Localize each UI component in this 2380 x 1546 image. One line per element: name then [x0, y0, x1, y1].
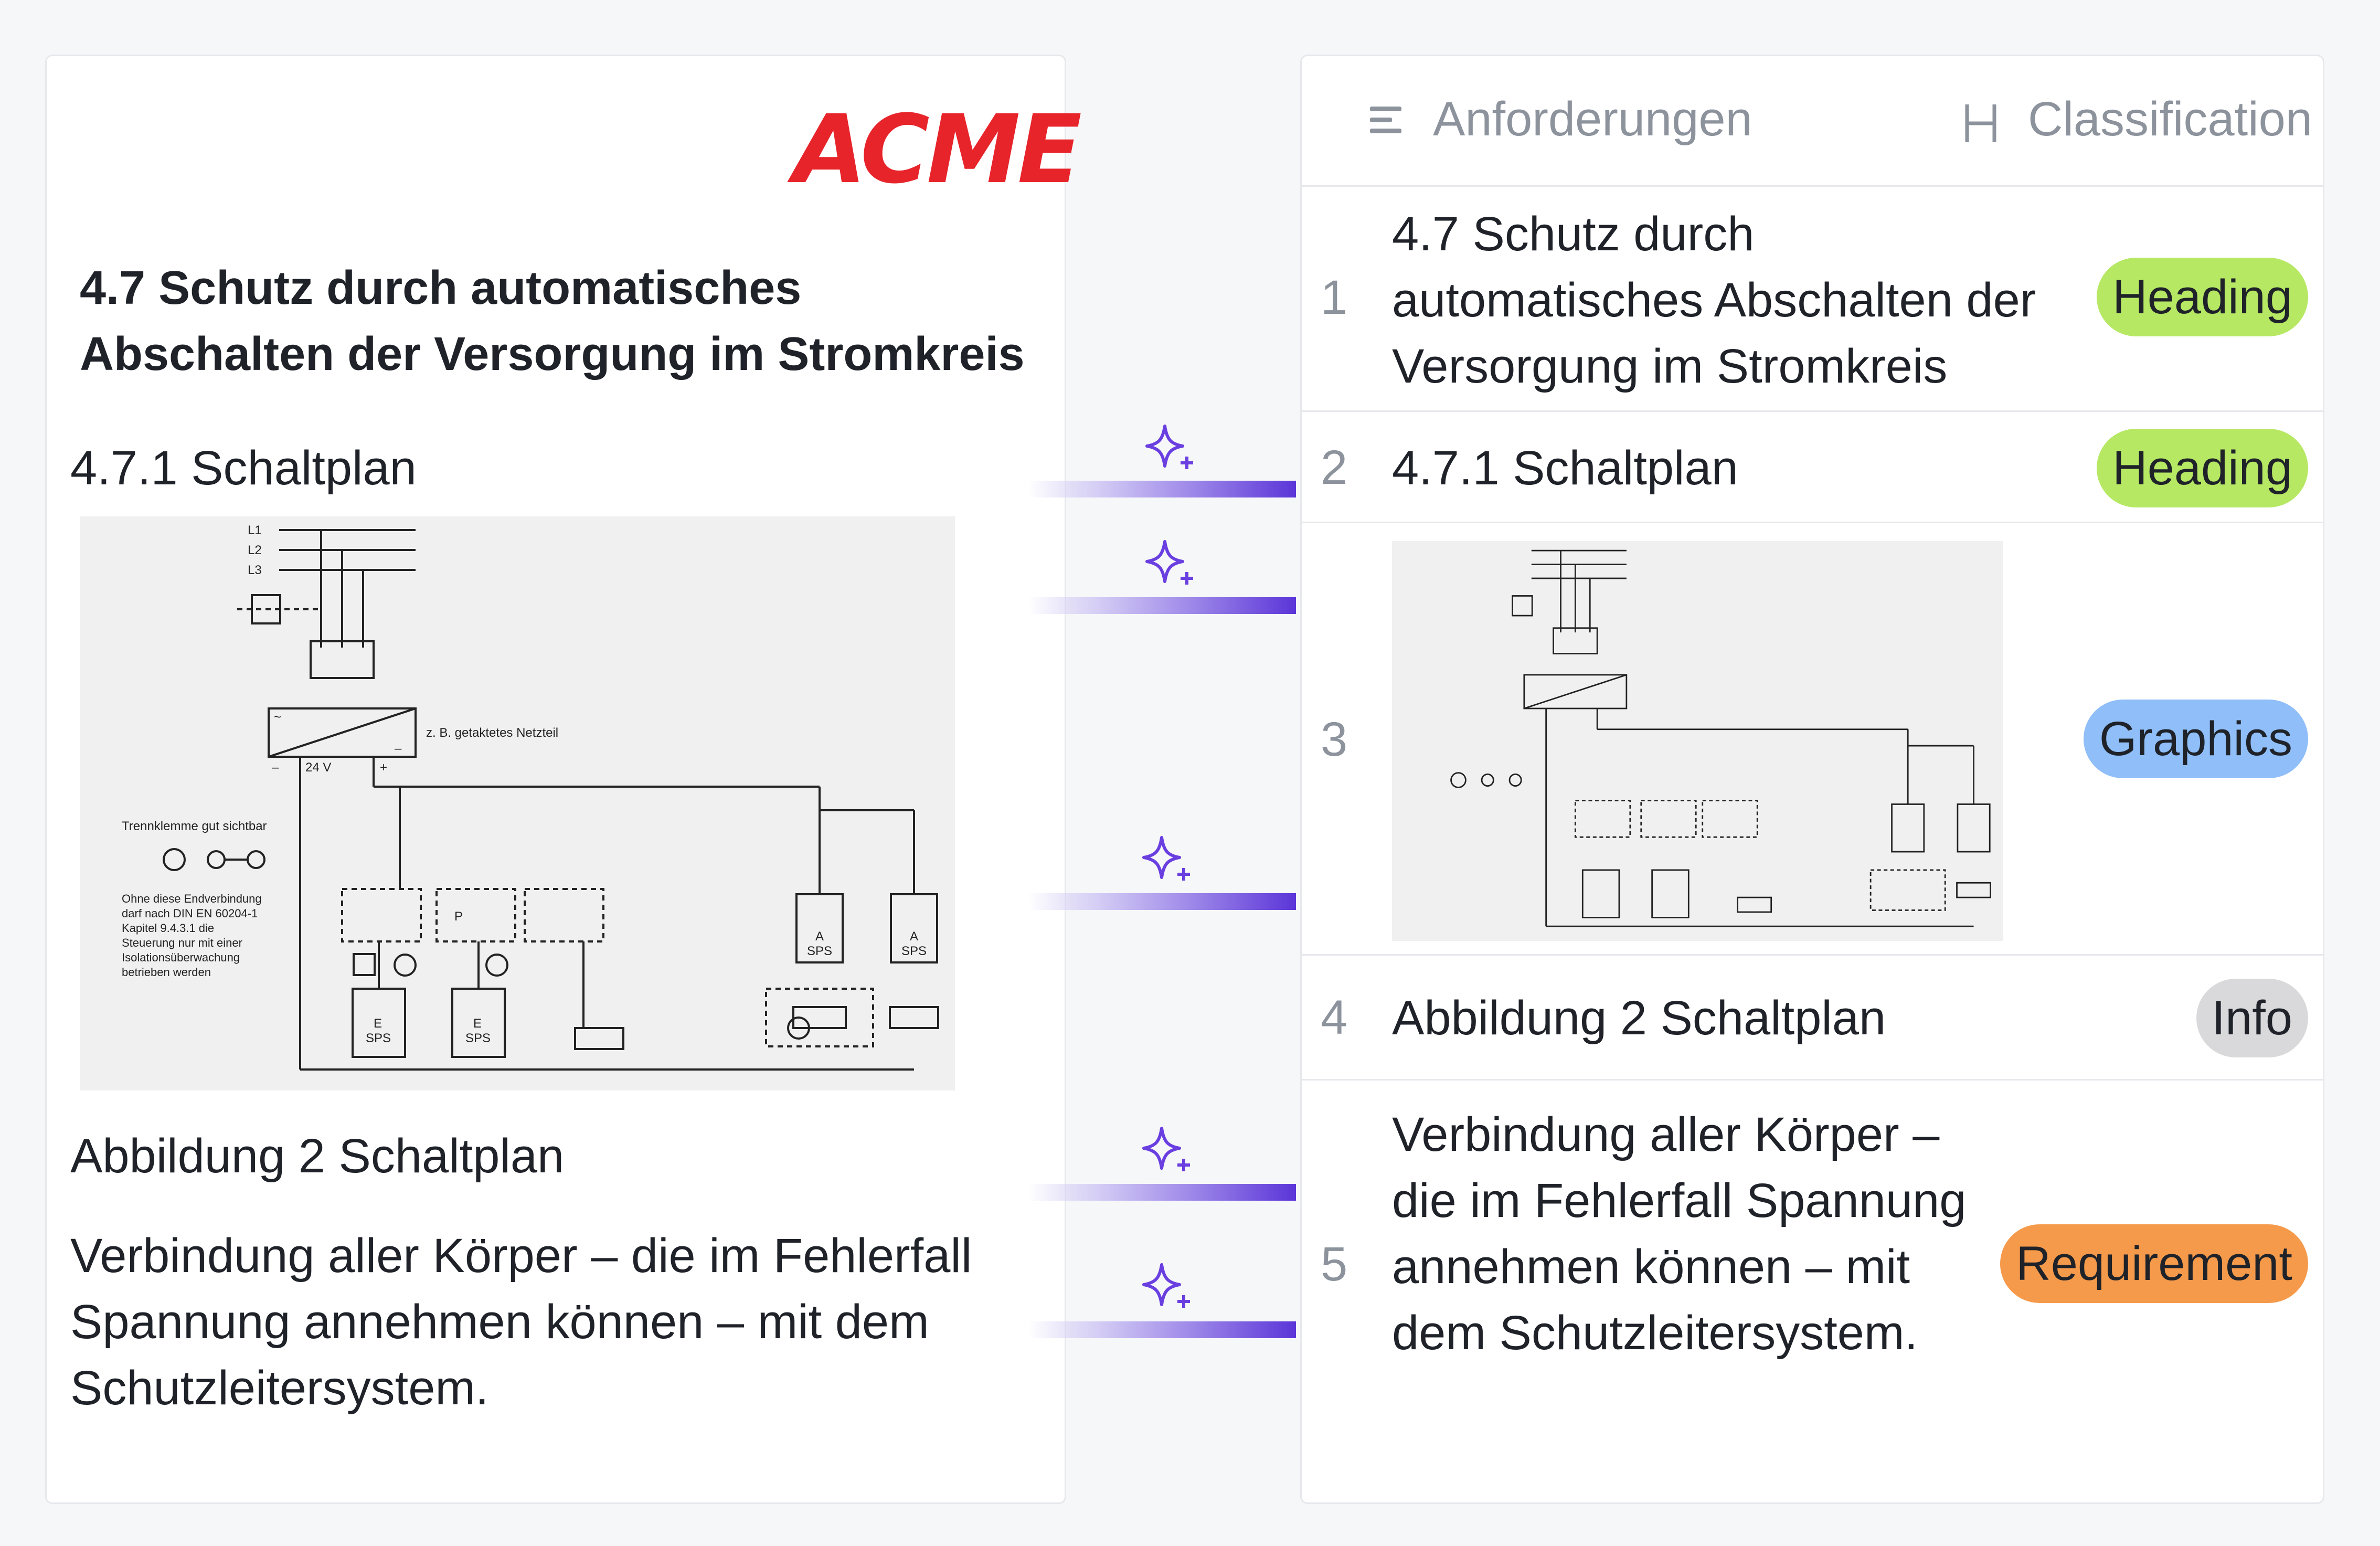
table-row[interactable] — [1302, 185, 2323, 412]
label-plus: + — [380, 760, 388, 775]
requirements-panel — [1300, 55, 2324, 1504]
connector-row-5a — [1028, 1184, 1296, 1201]
heading-icon — [1964, 102, 1998, 144]
document-subheading: 4.7.1 Schaltplan — [70, 441, 417, 495]
row-number: 5 — [1321, 1237, 1348, 1291]
document-body-text: Verbindung aller Körper – die im Fehlerfall Spannung annehmen können – mit dem Schutzleitersystem. — [70, 1229, 972, 1415]
label-minus-out: – — [395, 742, 402, 756]
panel-header — [1302, 56, 2323, 187]
badge-info[interactable]: Info — [2196, 979, 2308, 1057]
tab-requirements[interactable]: Anforderungen — [1433, 92, 1752, 146]
connector-row-3 — [1028, 597, 1296, 614]
badge-requirement[interactable]: Requirement — [2000, 1224, 2308, 1303]
tab-classification[interactable]: Classification — [2028, 92, 2312, 146]
sparkle-icon — [1141, 1124, 1193, 1177]
circuit-diagram-thumbnail — [1392, 541, 2003, 941]
label-l2: L2 — [248, 543, 262, 557]
label-a2: A — [910, 929, 919, 944]
voltage-label: 24 V — [305, 760, 332, 775]
label-sps-a1: SPS — [807, 944, 833, 958]
acme-logo: ACME — [793, 95, 1079, 205]
note-line-5: Isolationsüberwachung — [122, 951, 240, 964]
label-a1: A — [815, 929, 824, 944]
sparkle-icon — [1141, 1261, 1193, 1313]
sparkle-icon — [1144, 537, 1196, 590]
document-heading: 4.7 Schutz durch automatisches Abschalten der Versorgung im Stromkreis — [80, 262, 1025, 380]
note-line-4: Steuerung nur mit einer — [122, 936, 242, 949]
note-line-3: Kapitel 9.4.3.1 die — [122, 922, 215, 935]
label-e1: E — [374, 1016, 382, 1031]
label-tilde: ~ — [274, 710, 282, 724]
note-line-1: Ohne diese Endverbindung — [122, 892, 262, 905]
figure-caption: Abbildung 2 Schaltplan — [70, 1129, 565, 1183]
circuit-diagram — [80, 516, 955, 1090]
note-line-6: betrieben werden — [122, 966, 211, 979]
table-row[interactable] — [1302, 1081, 2323, 1448]
label-sps-a2: SPS — [901, 944, 927, 958]
row-text: 4.7.1 Schaltplan — [1392, 441, 1738, 495]
schematic-figure — [80, 516, 955, 1090]
row-text: Verbindung aller Körper – die im Fehlerfall Spannung annehmen können – mit dem Schutzleitersystem. — [1392, 1108, 1967, 1360]
psu-label: z. B. getaktetes Netzteil — [426, 726, 559, 740]
label-sps-e1: SPS — [366, 1031, 391, 1045]
label-e2: E — [473, 1016, 482, 1031]
sparkle-icon — [1144, 422, 1196, 474]
row-number: 4 — [1321, 991, 1348, 1044]
row-text: Abbildung 2 Schaltplan — [1392, 991, 1886, 1045]
badge-heading[interactable]: Heading — [2097, 429, 2308, 507]
label-minus: – — [272, 760, 279, 775]
sparkle-icon — [1141, 833, 1193, 886]
row-number: 2 — [1321, 441, 1348, 494]
badge-graphics[interactable]: Graphics — [2084, 700, 2308, 778]
label-l3: L3 — [248, 563, 262, 577]
note-line-2: darf nach DIN EN 60204-1 — [122, 907, 258, 920]
connector-row-4 — [1028, 893, 1296, 910]
label-p: P — [454, 909, 463, 924]
table-row[interactable] — [1302, 523, 2323, 956]
row-text: 4.7 Schutz durch automatisches Abschalten der Versorgung im Stromkreis — [1392, 207, 2036, 393]
terminal-label: Trennklemme gut sichtbar — [122, 819, 267, 833]
list-icon — [1370, 104, 1407, 136]
row-number: 1 — [1321, 271, 1348, 324]
label-sps-e2: SPS — [465, 1031, 491, 1045]
table-row[interactable] — [1302, 412, 2323, 523]
connector-row-2 — [1028, 481, 1296, 497]
badge-heading[interactable]: Heading — [2097, 258, 2308, 336]
connector-row-5b — [1028, 1321, 1296, 1338]
label-l1: L1 — [248, 523, 262, 537]
table-row[interactable] — [1302, 956, 2323, 1081]
row-number: 3 — [1321, 713, 1348, 766]
row-schematic-thumbnail — [1392, 541, 2003, 941]
